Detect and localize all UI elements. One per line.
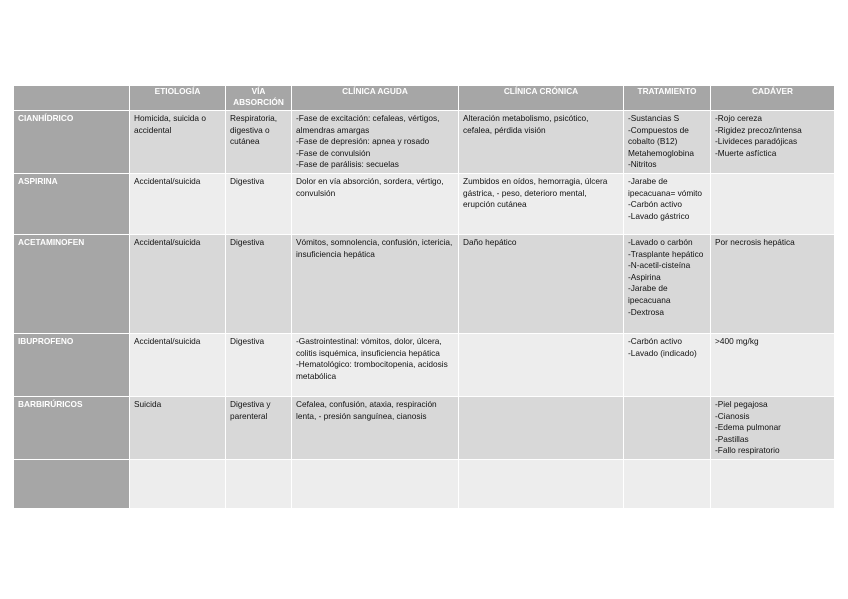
cell-etiologia	[130, 111, 226, 174]
cell-tratamiento	[624, 397, 711, 460]
table-row	[14, 334, 835, 397]
cell-line: -Jarabe de ipecacuana= vómito	[628, 175, 703, 198]
cell-aguda	[292, 397, 459, 460]
cell-cadaver	[711, 174, 835, 235]
cell-line: Suicida	[134, 398, 162, 409]
cell-aguda	[292, 460, 459, 509]
cell-line: -Lavado o carbón	[628, 236, 693, 247]
cell-cadaver	[711, 235, 835, 334]
cell-via	[226, 174, 292, 235]
cell-line: -Nitritos	[628, 159, 657, 170]
table-row	[14, 460, 835, 509]
cell-line: Digestiva	[230, 175, 265, 186]
cell-line: Digestiva	[230, 335, 265, 346]
cell-line: >400 mg/kg	[715, 335, 759, 346]
cell-line: -Rojo cereza	[715, 113, 763, 123]
table-row	[14, 235, 835, 334]
cell-line: Respiratoria, digestiva o cutánea	[230, 113, 278, 147]
cell-line: Homicida, suicida o accidental	[134, 113, 206, 135]
cell-via	[226, 397, 292, 460]
cell-line: -Jarabe de ipecacuana	[628, 283, 671, 305]
cell-aguda	[292, 334, 459, 397]
cell-line: -Lavado (indicado)	[628, 347, 697, 358]
cell-line: -Lavado gástrico	[628, 210, 690, 221]
cell-tratamiento	[624, 111, 711, 174]
cell-line: -Compuestos de cobalto (B12)	[628, 124, 689, 147]
cell-line: -Fase de convulsión	[296, 147, 371, 158]
table-row	[14, 397, 835, 460]
cell-line: Cefalea, confusión, ataxia, respiración lenta, - presión sanguínea, cianosis	[296, 398, 437, 421]
cell-via	[226, 235, 292, 334]
cell-cadaver	[711, 334, 835, 397]
cell-tratamiento	[624, 174, 711, 235]
cell-line: Alteración metabolismo, psicótico, cefalea, pérdida visión	[463, 113, 589, 135]
header-clinica-aguda: CLÍNICA AGUDA	[292, 86, 459, 111]
cell-cadaver	[711, 111, 835, 174]
cell-etiologia	[130, 235, 226, 334]
cell-line: Por necrosis hepática	[715, 236, 795, 247]
table-row	[14, 111, 835, 174]
cell-line: -Carbón activo	[628, 199, 682, 210]
cell-via	[226, 460, 292, 509]
cell-line: -Fase de depresión: apnea y rosado	[296, 136, 430, 147]
cell-line: Daño hepático	[463, 236, 517, 247]
cell-cronica	[459, 235, 624, 334]
header-clinica-cronica: CLÍNICA CRÓNICA	[459, 86, 624, 111]
cell-etiologia	[130, 334, 226, 397]
header-tratamiento: TRATAMIENTO	[624, 86, 711, 111]
cell-line: Accidental/suicida	[134, 236, 201, 247]
cell-cronica	[459, 174, 624, 235]
cell-tratamiento	[624, 334, 711, 397]
cell-line: -Hematológico: trombocitopenia, acidosis metabólica	[296, 359, 448, 381]
cell-line: Vómitos, somnolencia, confusión, ictericia, insuficiencia hepática	[296, 236, 453, 259]
cell-aguda	[292, 174, 459, 235]
cell-aguda	[292, 111, 459, 174]
cell-etiologia	[130, 397, 226, 460]
cell-line: -Gastrointestinal: vómitos, dolor, úlcera, colitis isquémica, insuficiencia hepática	[296, 335, 442, 358]
cell-tratamiento	[624, 235, 711, 334]
cell-line: -Fase de parálisis: secuelas	[296, 159, 399, 170]
cell-cronica	[459, 460, 624, 509]
cell-aguda	[292, 235, 459, 334]
cell-line: Accidental/suicida	[134, 335, 201, 346]
header-corner	[14, 86, 130, 111]
cell-line: -Dextrosa	[628, 306, 664, 317]
cell-cronica	[459, 334, 624, 397]
cell-line: Digestiva	[230, 236, 265, 247]
cell-line: -Cianosis	[715, 410, 750, 421]
cell-line: Zumbidos en oídos, hemorragia, úlcera gástrica, - peso, deterioro mental, erupción cutánea	[463, 175, 608, 210]
cell-cronica	[459, 111, 624, 174]
cell-line: -Fallo respiratorio	[715, 445, 780, 456]
cell-cadaver	[711, 397, 835, 460]
cell-line: -Piel pegajosa	[715, 398, 768, 409]
cell-line: -Livideces paradójicas	[715, 136, 798, 147]
header-row	[14, 86, 835, 111]
cell-line: -Fase de excitación: cefaleas, vértigos, almendras amargas	[296, 113, 440, 135]
row-header: IBUPROFENO	[14, 334, 130, 397]
cell-line: -Pastillas	[715, 433, 749, 444]
cell-cadaver	[711, 460, 835, 509]
toxicology-table	[14, 86, 835, 509]
cell-line: -Aspirina	[628, 271, 661, 282]
cell-line: -Muerte asfíctica	[715, 147, 777, 158]
header-via-absorcion: VÍA ABSORCIÓN	[226, 86, 292, 111]
cell-line: -Trasplante hepático	[628, 248, 704, 259]
cell-etiologia	[130, 174, 226, 235]
row-header: CIANHÍDRICO	[14, 111, 130, 174]
header-etiologia: ETIOLOGÍA	[130, 86, 226, 111]
cell-line: -Carbón activo	[628, 335, 682, 346]
cell-tratamiento	[624, 460, 711, 509]
cell-line: -N-acetil-cisteína	[628, 260, 691, 271]
cell-line: Metahemoglobina	[628, 147, 694, 158]
cell-cronica	[459, 397, 624, 460]
header-cadaver: CADÁVER	[711, 86, 835, 111]
cell-line: -Sustancias S	[628, 113, 680, 123]
cell-etiologia	[130, 460, 226, 509]
row-header: BARBIRÚRICOS	[14, 397, 130, 460]
cell-line: -Rigidez precoz/intensa	[715, 124, 802, 135]
row-header: ASPIRINA	[14, 174, 130, 235]
cell-via	[226, 334, 292, 397]
cell-via	[226, 111, 292, 174]
row-header	[14, 460, 130, 509]
table-row	[14, 174, 835, 235]
cell-line: Dolor en vía absorción, sordera, vértigo, convulsión	[296, 175, 444, 198]
cell-line: -Edema pulmonar	[715, 422, 781, 433]
cell-line: Digestiva y parenteral	[230, 398, 271, 421]
cell-line: Accidental/suicida	[134, 175, 201, 186]
row-header: ACETAMINOFEN	[14, 235, 130, 334]
